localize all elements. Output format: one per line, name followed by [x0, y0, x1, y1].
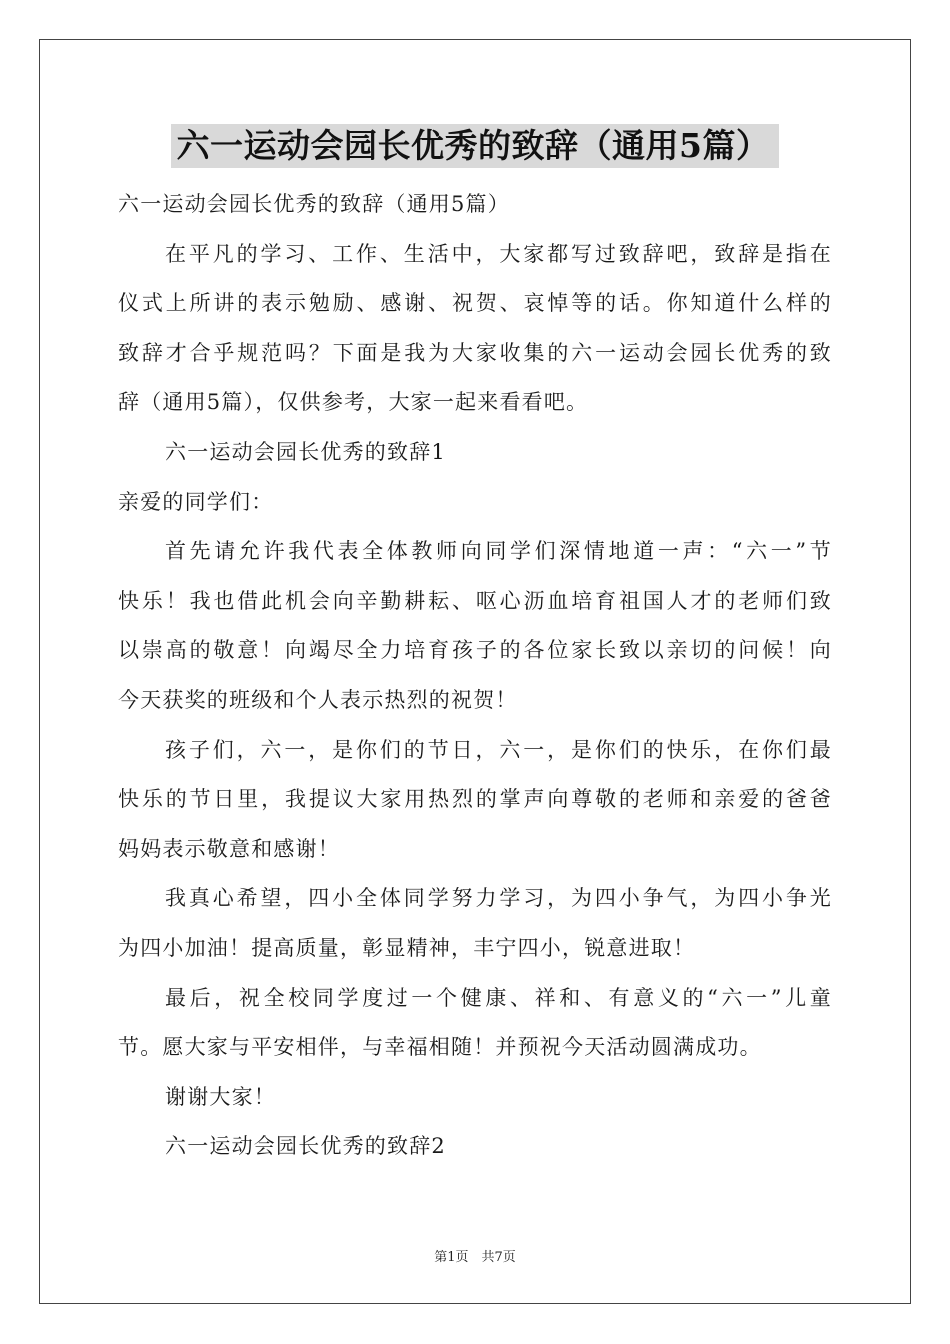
body-line: 节。愿大家与平安相伴，与幸福相随！并预祝今天活动圆满成功。 — [118, 1035, 762, 1060]
document-body — [118, 180, 832, 1172]
body-line: 六一运动会园长优秀的致辞（通用5篇） — [118, 192, 510, 216]
body-line: 辞（通用5篇），仅供参考，大家一起来看看吧。 — [118, 390, 589, 415]
body-line: 以崇高的敬意！向竭尽全力培育孩子的各位家长致以亲切的问候！向 — [118, 638, 832, 663]
body-line: 首先请允许我代表全体教师向同学们深情地道一声：“六一”节 — [165, 539, 832, 564]
body-line: 最后，祝全校同学度过一个健康、祥和、有意义的“六一”儿童 — [165, 985, 832, 1010]
body-line: 致辞才合乎规范吗？下面是我为大家收集的六一运动会园长优秀的致 — [118, 340, 832, 365]
body-line: 孩子们，六一，是你们的节日，六一，是你们的快乐，在你们最 — [165, 737, 832, 762]
title-container — [0, 124, 950, 168]
closing-line: 谢谢大家！ — [165, 1084, 276, 1109]
body-line: 快乐的节日里，我提议大家用热烈的掌声向尊敬的老师和亲爱的爸爸 — [118, 787, 832, 812]
section-heading: 六一运动会园长优秀的致辞1 — [165, 439, 446, 464]
body-line: 今天获奖的班级和个人表示热烈的祝贺！ — [118, 687, 518, 712]
page-footer: 第1页 共7页 — [434, 1250, 516, 1265]
body-line: 我真心希望，四小全体同学努力学习，为四小争气，为四小争光 — [165, 886, 832, 911]
body-line: 仪式上所讲的表示勉励、感谢、祝贺、哀悼等的话。你知道什么样的 — [118, 291, 832, 316]
body-line: 在平凡的学习、工作、生活中，大家都写过致辞吧，致辞是指在 — [165, 241, 832, 266]
body-line: 快乐！我也借此机会向辛勤耕耘、呕心沥血培育祖国人才的老师们致 — [118, 588, 832, 613]
body-line: 为四小加油！提高质量，彰显精神，丰宁四小，锐意进取！ — [118, 935, 696, 960]
salutation: 亲爱的同学们： — [118, 489, 274, 514]
section-heading: 六一运动会园长优秀的致辞2 — [165, 1134, 446, 1159]
document-title: 六一运动会园长优秀的致辞（通用5篇） — [171, 124, 780, 168]
body-line: 妈妈表示敬意和感谢！ — [118, 836, 340, 861]
